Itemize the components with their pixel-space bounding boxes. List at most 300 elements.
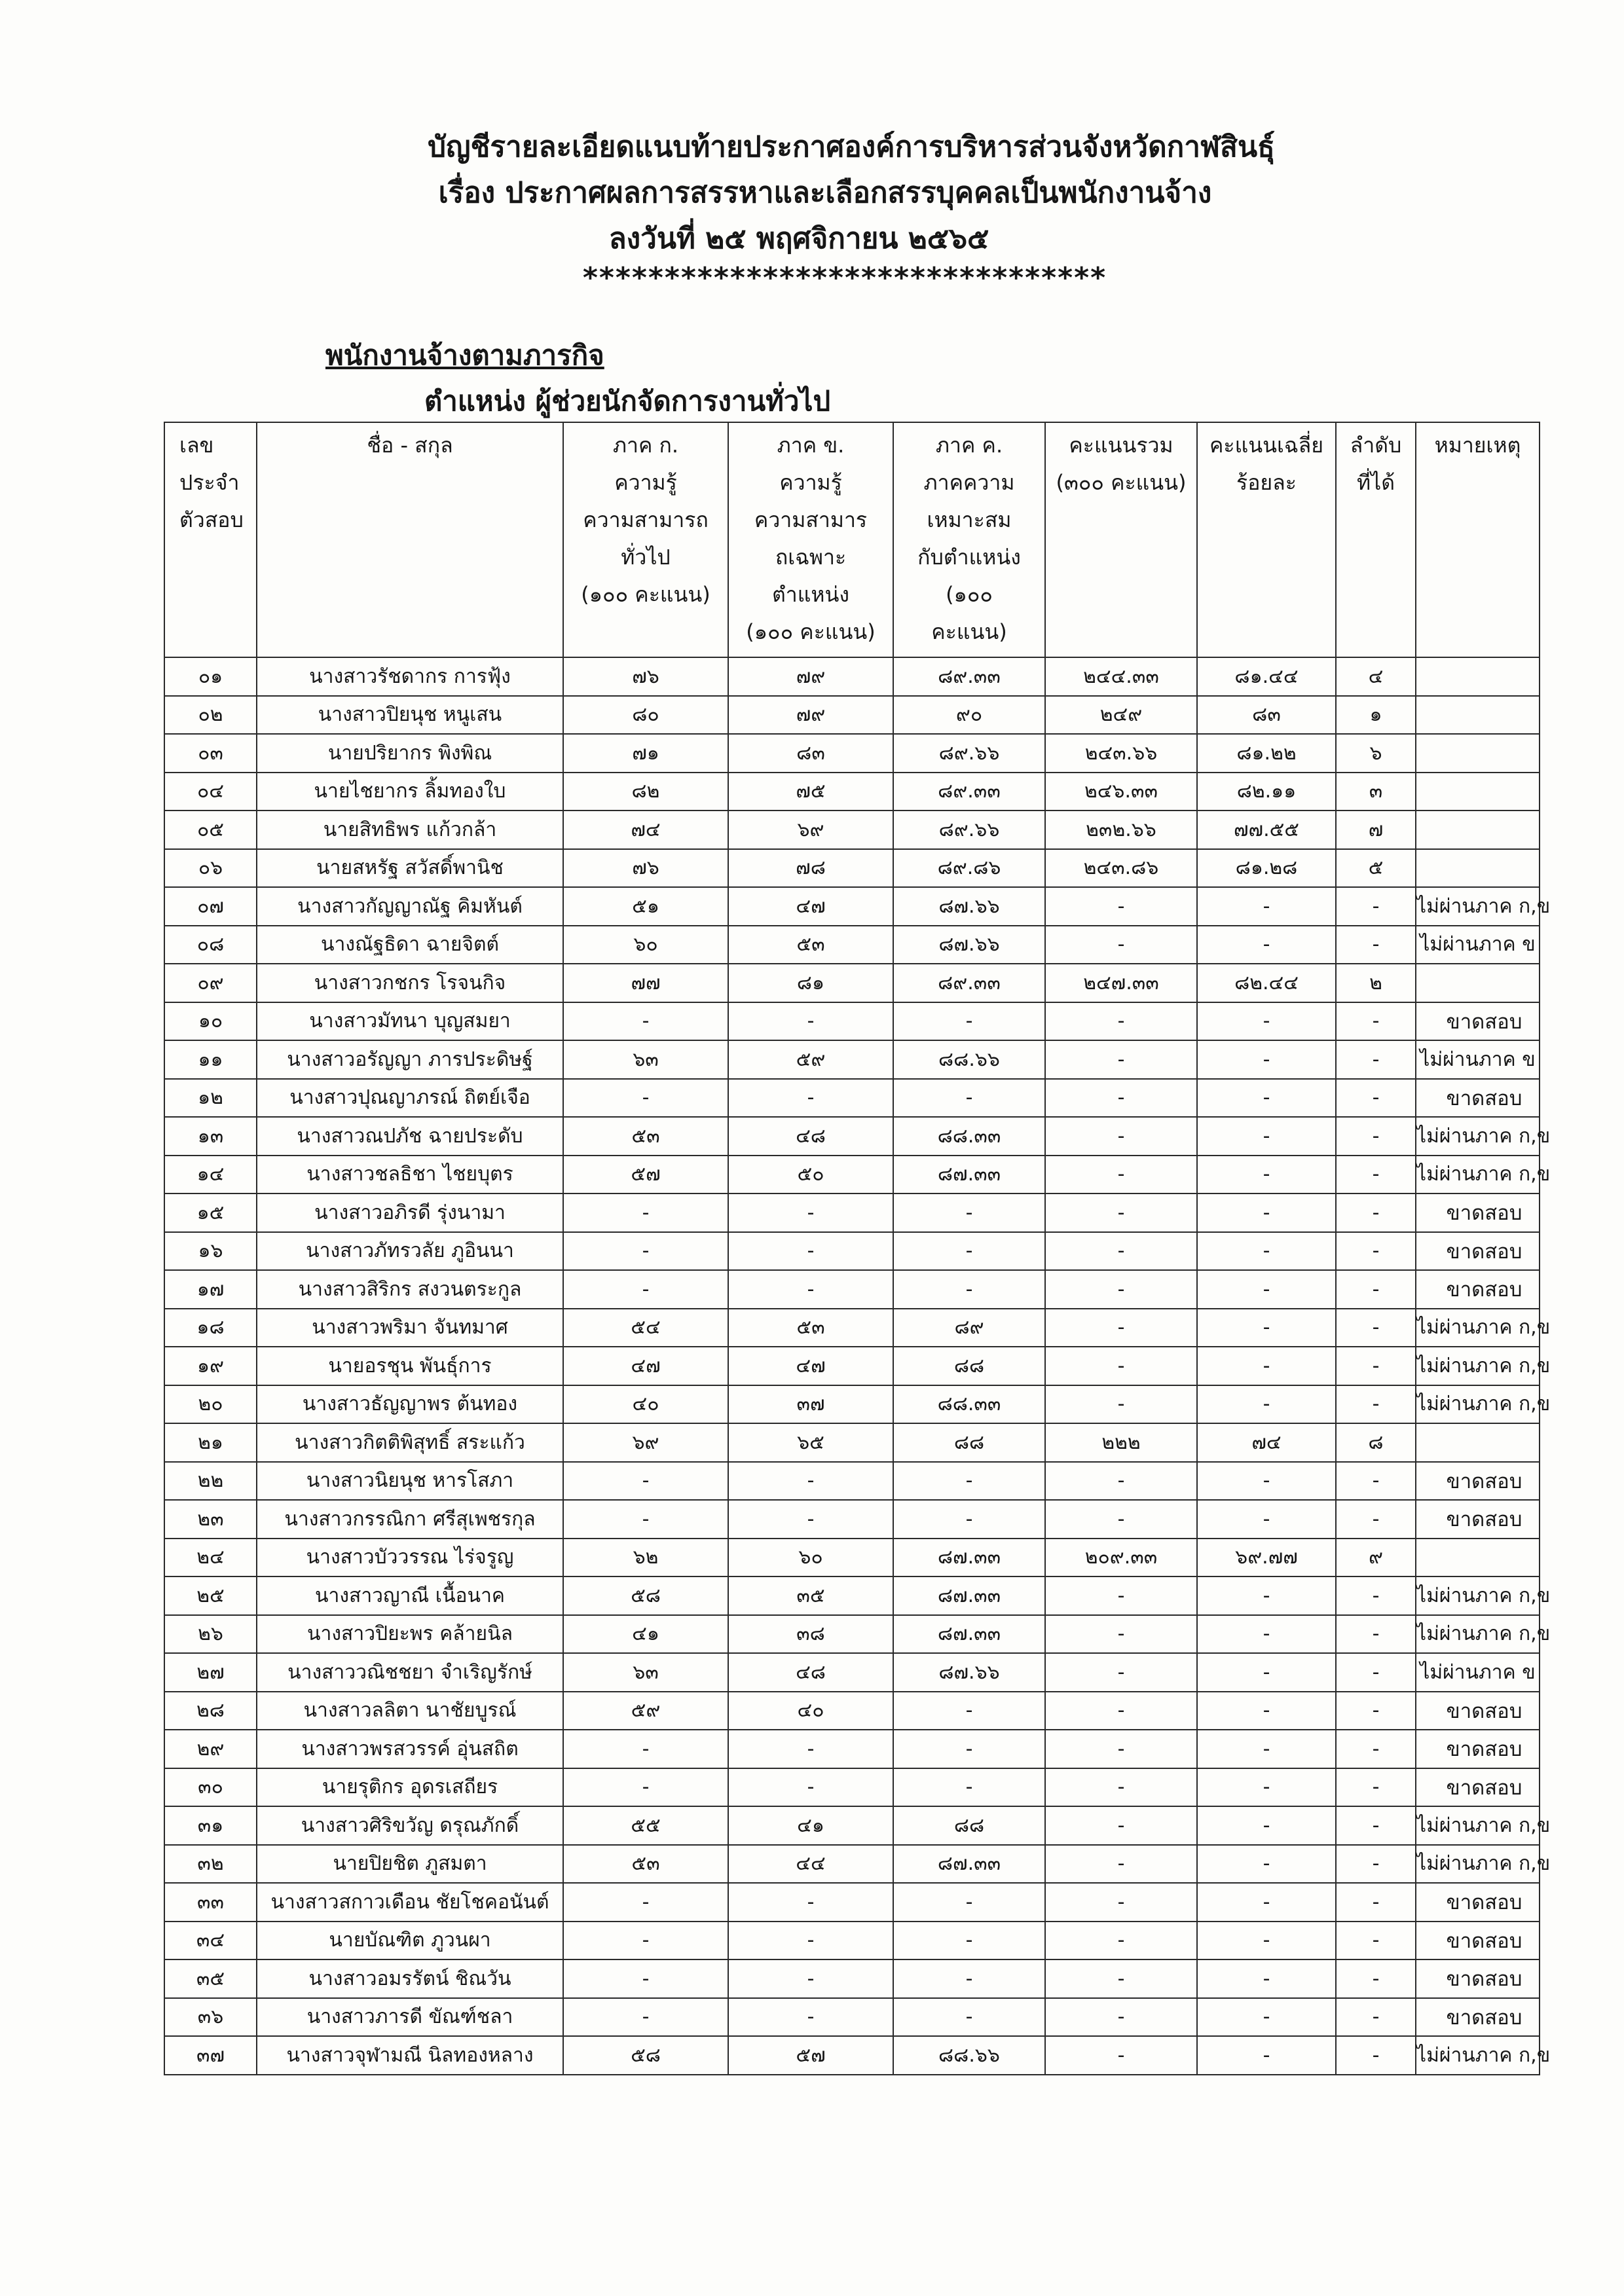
part-a-score-cell: ๔๗ <box>563 1347 728 1385</box>
total-score-cell: - <box>1045 1768 1197 1807</box>
full-name-cell: นายปริยากร พิงพิณ <box>257 734 563 773</box>
remark-cell: ขาดสอบ <box>1416 1079 1540 1118</box>
position-title: ตำแหน่ง ผู้ช่วยนักจัดการงานทั่วไป <box>424 385 831 417</box>
part-a-score-cell: - <box>563 1194 728 1232</box>
exam-number-cell: ๐๖ <box>164 849 257 888</box>
rank-cell: - <box>1336 1959 1416 1998</box>
full-name-cell: นางสาวกิตติพิสุทธิ์ สระแก้ว <box>257 1423 563 1462</box>
average-percent-cell: - <box>1197 1922 1336 1960</box>
total-score-cell: - <box>1045 1002 1197 1041</box>
part-b-score-cell: ๘๑ <box>728 964 893 1002</box>
part-b-score-cell: ๖๐ <box>728 1539 893 1577</box>
total-score-cell: - <box>1045 1270 1197 1309</box>
part-c-score-cell: ๘๗.๓๓ <box>893 1539 1045 1577</box>
full-name-cell: นางณัฐธิดา ฉายจิตต์ <box>257 926 563 964</box>
table-row <box>164 1653 1540 1692</box>
full-name-cell: นางสาวปิยะพร คล้ายนิล <box>257 1615 563 1654</box>
exam-number-cell: ๑๗ <box>164 1270 257 1309</box>
part-b-score-cell: ๖๙ <box>728 811 893 849</box>
table-row <box>164 734 1540 773</box>
col-full-name: ชื่อ - สกุล <box>257 422 563 657</box>
part-a-score-cell: ๗๔ <box>563 811 728 849</box>
full-name-cell: นางสาวกัญญาณัฐ คิมหันต์ <box>257 887 563 926</box>
remark-cell: ขาดสอบ <box>1416 1922 1540 1960</box>
rank-cell: - <box>1336 1309 1416 1347</box>
remark-cell: ไม่ผ่านภาค ก,ข <box>1416 1117 1540 1156</box>
part-c-score-cell: - <box>893 1232 1045 1271</box>
part-c-score-cell: ๘๘.๖๖ <box>893 2036 1045 2075</box>
part-a-score-cell: - <box>563 1270 728 1309</box>
full-name-cell: นางสาวพรสวรรค์ อุ่นสถิต <box>257 1730 563 1768</box>
part-b-score-cell: ๕๓ <box>728 926 893 964</box>
exam-number-cell: ๐๔ <box>164 773 257 811</box>
average-percent-cell: ๘๓ <box>1197 696 1336 735</box>
remark-cell: ไม่ผ่านภาค ก,ข <box>1416 1615 1540 1654</box>
part-a-score-cell: ๔๐ <box>563 1385 728 1424</box>
part-a-score-cell: - <box>563 1959 728 1998</box>
full-name-cell: นางสาวสกาวเดือน ชัยโชคอนันต์ <box>257 1883 563 1922</box>
exam-number-cell: ๓๑ <box>164 1806 257 1845</box>
average-percent-cell: - <box>1197 1845 1336 1884</box>
full-name-cell: นางสาวอมรรัตน์ ชิณวัน <box>257 1959 563 1998</box>
table-row <box>164 1883 1540 1922</box>
part-c-score-cell: ๘๙.๖๖ <box>893 734 1045 773</box>
table-row <box>164 2036 1540 2075</box>
part-b-score-cell: ๔๘ <box>728 1117 893 1156</box>
total-score-cell: - <box>1045 1692 1197 1730</box>
average-percent-cell: - <box>1197 1692 1336 1730</box>
part-c-score-cell: ๘๘ <box>893 1806 1045 1845</box>
total-score-cell: - <box>1045 1079 1197 1118</box>
average-percent-cell: - <box>1197 1768 1336 1807</box>
average-percent-cell: - <box>1197 1309 1336 1347</box>
rank-cell: ๑ <box>1336 696 1416 735</box>
rank-cell: ๘ <box>1336 1423 1416 1462</box>
part-a-score-cell: - <box>563 1232 728 1271</box>
remark-cell: ขาดสอบ <box>1416 1462 1540 1501</box>
announcement-title: บัญชีรายละเอียดแนบท้ายประกาศองค์การบริหารส่วนจังหวัดกาฬสินธุ์ <box>428 130 1275 164</box>
rank-cell: ๒ <box>1336 964 1416 1002</box>
rank-cell: ๔ <box>1336 657 1416 696</box>
col-exam-number: เลข ประจำ ตัวสอบ <box>164 422 257 657</box>
part-a-score-cell: ๖๒ <box>563 1539 728 1577</box>
total-score-cell: - <box>1045 1232 1197 1271</box>
part-b-score-cell: ๓๗ <box>728 1385 893 1424</box>
average-percent-cell: - <box>1197 1079 1336 1118</box>
part-b-score-cell: ๕๙ <box>728 1040 893 1079</box>
table-row <box>164 1500 1540 1539</box>
part-c-score-cell: - <box>893 1998 1045 2037</box>
rank-cell: - <box>1336 1040 1416 1079</box>
total-score-cell: - <box>1045 1156 1197 1194</box>
part-a-score-cell: - <box>563 1768 728 1807</box>
part-b-score-cell: - <box>728 1922 893 1960</box>
part-c-score-cell: ๘๗.๖๖ <box>893 1653 1045 1692</box>
part-c-score-cell: ๘๙.๓๓ <box>893 773 1045 811</box>
table-row <box>164 1692 1540 1730</box>
total-score-cell: - <box>1045 1922 1197 1960</box>
table-row <box>164 1806 1540 1845</box>
full-name-cell: นางสาวญาณี เนื้อนาค <box>257 1576 563 1615</box>
part-a-score-cell: - <box>563 1922 728 1960</box>
average-percent-cell: - <box>1197 887 1336 926</box>
section-title: พนักงานจ้างตามภารกิจ <box>325 339 604 371</box>
average-percent-cell: - <box>1197 1730 1336 1768</box>
remark-cell: ไม่ผ่านภาค ก,ข <box>1416 887 1540 926</box>
part-b-score-cell: ๔๗ <box>728 887 893 926</box>
average-percent-cell: - <box>1197 2036 1336 2075</box>
total-score-cell: - <box>1045 1959 1197 1998</box>
exam-number-cell: ๓๖ <box>164 1998 257 2037</box>
rank-cell: - <box>1336 1883 1416 1922</box>
exam-number-cell: ๒๘ <box>164 1692 257 1730</box>
remark-cell: ขาดสอบ <box>1416 1730 1540 1768</box>
average-percent-cell: - <box>1197 1959 1336 1998</box>
rank-cell: ๖ <box>1336 734 1416 773</box>
part-b-score-cell: ๕๐ <box>728 1156 893 1194</box>
remark-cell: ขาดสอบ <box>1416 1232 1540 1271</box>
total-score-cell: - <box>1045 1845 1197 1884</box>
exam-number-cell: ๐๙ <box>164 964 257 1002</box>
average-percent-cell: - <box>1197 926 1336 964</box>
full-name-cell: นางสาวภารดี ขัณฑ์ชลา <box>257 1998 563 2037</box>
part-b-score-cell: ๕๓ <box>728 1309 893 1347</box>
part-c-score-cell: ๘๙.๓๓ <box>893 964 1045 1002</box>
exam-number-cell: ๑๑ <box>164 1040 257 1079</box>
rank-cell: ๗ <box>1336 811 1416 849</box>
average-percent-cell: ๘๒.๑๑ <box>1197 773 1336 811</box>
exam-number-cell: ๑๙ <box>164 1347 257 1385</box>
remark-cell <box>1416 657 1540 696</box>
full-name-cell: นายสิทธิพร แก้วกล้า <box>257 811 563 849</box>
average-percent-cell: - <box>1197 1232 1336 1271</box>
rank-cell: - <box>1336 1232 1416 1271</box>
full-name-cell: นายปิยชิต ภูสมตา <box>257 1845 563 1884</box>
part-b-score-cell: ๗๘ <box>728 849 893 888</box>
part-b-score-cell: ๘๓ <box>728 734 893 773</box>
rank-cell: ๙ <box>1336 1539 1416 1577</box>
remark-cell: ขาดสอบ <box>1416 1692 1540 1730</box>
exam-number-cell: ๒๙ <box>164 1730 257 1768</box>
table-row <box>164 1156 1540 1194</box>
exam-number-cell: ๑๓ <box>164 1117 257 1156</box>
total-score-cell: - <box>1045 1883 1197 1922</box>
average-percent-cell: - <box>1197 1156 1336 1194</box>
part-b-score-cell: ๖๕ <box>728 1423 893 1462</box>
document-header <box>0 124 1624 295</box>
exam-number-cell: ๐๘ <box>164 926 257 964</box>
average-percent-cell: ๗๗.๕๕ <box>1197 811 1336 849</box>
part-a-score-cell: - <box>563 1730 728 1768</box>
table-row <box>164 887 1540 926</box>
exam-number-cell: ๐๓ <box>164 734 257 773</box>
exam-number-cell: ๑๐ <box>164 1002 257 1041</box>
full-name-cell: นางสาววณิชชยา จำเริญรักษ์ <box>257 1653 563 1692</box>
part-a-score-cell: - <box>563 1462 728 1501</box>
average-percent-cell: - <box>1197 1998 1336 2037</box>
remark-cell: ขาดสอบ <box>1416 1998 1540 2037</box>
part-a-score-cell: ๕๑ <box>563 887 728 926</box>
part-c-score-cell: ๘๗.๓๓ <box>893 1845 1045 1884</box>
table-row <box>164 773 1540 811</box>
total-score-cell: - <box>1045 1117 1197 1156</box>
exam-number-cell: ๐๒ <box>164 696 257 735</box>
average-percent-cell: - <box>1197 1576 1336 1615</box>
table-row <box>164 1040 1540 1079</box>
rank-cell: - <box>1336 1653 1416 1692</box>
part-a-score-cell: ๗๑ <box>563 734 728 773</box>
table-row <box>164 1539 1540 1577</box>
rank-cell: - <box>1336 1194 1416 1232</box>
remark-cell: ไม่ผ่านภาค ก,ข <box>1416 2036 1540 2075</box>
part-a-score-cell: ๕๙ <box>563 1692 728 1730</box>
header-row <box>164 422 1540 657</box>
full-name-cell: นางสาวบัววรรณ ไร่จรูญ <box>257 1539 563 1577</box>
average-percent-cell: ๗๔ <box>1197 1423 1336 1462</box>
average-percent-cell: - <box>1197 1270 1336 1309</box>
rank-cell: ๕ <box>1336 849 1416 888</box>
col-part-c: ภาค ค. ภาคความ เหมาะสม กับตำแหน่ง (๑๐๐ คะแนน) <box>893 422 1045 657</box>
part-a-score-cell: ๖๙ <box>563 1423 728 1462</box>
full-name-cell: นางสาวภัทรวลัย ภูอินนา <box>257 1232 563 1271</box>
full-name-cell: นางสาวกรรณิกา ศรีสุเพชรกุล <box>257 1500 563 1539</box>
rank-cell: - <box>1336 1615 1416 1654</box>
table-row <box>164 1922 1540 1960</box>
part-b-score-cell: ๔๔ <box>728 1845 893 1884</box>
remark-cell: ไม่ผ่านภาค ก,ข <box>1416 1845 1540 1884</box>
part-c-score-cell: ๘๙.๖๖ <box>893 811 1045 849</box>
average-percent-cell: - <box>1197 1385 1336 1424</box>
remark-cell: ไม่ผ่านภาค ก,ข <box>1416 1156 1540 1194</box>
part-a-score-cell: - <box>563 1883 728 1922</box>
rank-cell: - <box>1336 1845 1416 1884</box>
rank-cell: - <box>1336 1500 1416 1539</box>
part-b-score-cell: ๔๐ <box>728 1692 893 1730</box>
table-header <box>164 422 1540 657</box>
total-score-cell: - <box>1045 1653 1197 1692</box>
table-row <box>164 849 1540 888</box>
rank-cell: - <box>1336 887 1416 926</box>
col-part-a: ภาค ก. ความรู้ ความสามารถ ทั่วไป (๑๐๐ คะแนน) <box>563 422 728 657</box>
table-row <box>164 1768 1540 1807</box>
average-percent-cell: ๘๑.๔๔ <box>1197 657 1336 696</box>
table-row <box>164 1576 1540 1615</box>
table-row <box>164 1615 1540 1654</box>
remark-cell <box>1416 964 1540 1002</box>
rank-cell: - <box>1336 1730 1416 1768</box>
total-score-cell: - <box>1045 1194 1197 1232</box>
average-percent-cell: - <box>1197 1040 1336 1079</box>
table-row <box>164 1117 1540 1156</box>
part-b-score-cell: - <box>728 1002 893 1041</box>
exam-number-cell: ๑๖ <box>164 1232 257 1271</box>
part-c-score-cell: ๘๘.๓๓ <box>893 1117 1045 1156</box>
exam-number-cell: ๑๔ <box>164 1156 257 1194</box>
total-score-cell: ๒๔๗.๓๓ <box>1045 964 1197 1002</box>
table-row <box>164 1730 1540 1768</box>
table-row <box>164 1002 1540 1041</box>
part-a-score-cell: ๕๘ <box>563 1576 728 1615</box>
part-a-score-cell: - <box>563 1998 728 2037</box>
rank-cell: - <box>1336 1270 1416 1309</box>
part-a-score-cell: - <box>563 1079 728 1118</box>
header-separator: ******************************** <box>582 261 1107 295</box>
table-row <box>164 1347 1540 1385</box>
total-score-cell: ๒๒๒ <box>1045 1423 1197 1462</box>
table-row <box>164 1998 1540 2037</box>
part-b-score-cell: - <box>728 1998 893 2037</box>
rank-cell: - <box>1336 1117 1416 1156</box>
rank-cell: - <box>1336 1002 1416 1041</box>
part-c-score-cell: - <box>893 1883 1045 1922</box>
part-a-score-cell: ๖๐ <box>563 926 728 964</box>
total-score-cell: - <box>1045 1309 1197 1347</box>
part-b-score-cell: - <box>728 1500 893 1539</box>
part-c-score-cell: ๙๐ <box>893 696 1045 735</box>
table-row <box>164 964 1540 1002</box>
part-a-score-cell: ๕๘ <box>563 2036 728 2075</box>
average-percent-cell: ๘๑.๒๒ <box>1197 734 1336 773</box>
full-name-cell: นางสาวนิยนุช หารโสภา <box>257 1462 563 1501</box>
total-score-cell: ๒๔๙ <box>1045 696 1197 735</box>
full-name-cell: นายบัณฑิต ภูวนผา <box>257 1922 563 1960</box>
average-percent-cell: ๘๑.๒๘ <box>1197 849 1336 888</box>
table-row <box>164 1462 1540 1501</box>
col-remark: หมายเหตุ <box>1416 422 1540 657</box>
part-c-score-cell: ๘๙.๘๖ <box>893 849 1045 888</box>
exam-number-cell: ๐๕ <box>164 811 257 849</box>
full-name-cell: นางสาวปุณญาภรณ์ ถิตย์เจือ <box>257 1079 563 1118</box>
part-c-score-cell: - <box>893 1079 1045 1118</box>
part-b-score-cell: - <box>728 1194 893 1232</box>
exam-number-cell: ๓๔ <box>164 1922 257 1960</box>
remark-cell <box>1416 849 1540 888</box>
part-a-score-cell: ๗๗ <box>563 964 728 1002</box>
remark-cell: ไม่ผ่านภาค ข <box>1416 1653 1540 1692</box>
total-score-cell: - <box>1045 1806 1197 1845</box>
exam-number-cell: ๓๕ <box>164 1959 257 1998</box>
part-a-score-cell: ๖๓ <box>563 1040 728 1079</box>
remark-cell: ขาดสอบ <box>1416 1194 1540 1232</box>
part-c-score-cell: ๘๘.๖๖ <box>893 1040 1045 1079</box>
remark-cell <box>1416 811 1540 849</box>
total-score-cell: - <box>1045 1730 1197 1768</box>
rank-cell: - <box>1336 1922 1416 1960</box>
rank-cell: - <box>1336 2036 1416 2075</box>
table-row <box>164 696 1540 735</box>
average-percent-cell: - <box>1197 1002 1336 1041</box>
part-c-score-cell: - <box>893 1002 1045 1041</box>
part-c-score-cell: ๘๗.๓๓ <box>893 1576 1045 1615</box>
rank-cell: - <box>1336 1768 1416 1807</box>
part-c-score-cell: ๘๗.๖๖ <box>893 887 1045 926</box>
rank-cell: - <box>1336 926 1416 964</box>
part-b-score-cell: ๔๘ <box>728 1653 893 1692</box>
average-percent-cell: ๘๒.๔๔ <box>1197 964 1336 1002</box>
exam-number-cell: ๒๐ <box>164 1385 257 1424</box>
part-c-score-cell: ๘๘ <box>893 1347 1045 1385</box>
table-row <box>164 1423 1540 1462</box>
part-c-score-cell: ๘๙.๓๓ <box>893 657 1045 696</box>
part-b-score-cell: ๔๗ <box>728 1347 893 1385</box>
part-b-score-cell: ๕๗ <box>728 2036 893 2075</box>
exam-number-cell: ๒๓ <box>164 1500 257 1539</box>
part-c-score-cell: - <box>893 1500 1045 1539</box>
exam-number-cell: ๓๗ <box>164 2036 257 2075</box>
table-row <box>164 1270 1540 1309</box>
part-b-score-cell: ๗๕ <box>728 773 893 811</box>
average-percent-cell: - <box>1197 1194 1336 1232</box>
part-c-score-cell: - <box>893 1922 1045 1960</box>
remark-cell: ไม่ผ่านภาค ข <box>1416 926 1540 964</box>
total-score-cell: - <box>1045 1040 1197 1079</box>
table-row <box>164 926 1540 964</box>
part-a-score-cell: ๕๗ <box>563 1156 728 1194</box>
full-name-cell: นางสาวจุฬามณี นิลทองหลาง <box>257 2036 563 2075</box>
total-score-cell: - <box>1045 1385 1197 1424</box>
total-score-cell: - <box>1045 1576 1197 1615</box>
full-name-cell: นางสาวกชกร โรจนกิจ <box>257 964 563 1002</box>
remark-cell <box>1416 734 1540 773</box>
exam-number-cell: ๒๔ <box>164 1539 257 1577</box>
part-b-score-cell: ๗๙ <box>728 657 893 696</box>
part-c-score-cell: - <box>893 1768 1045 1807</box>
col-part-b: ภาค ข. ความรู้ ความสามาร ถเฉพาะ ตำแหน่ง (๑๐๐ คะแนน) <box>728 422 893 657</box>
part-c-score-cell: - <box>893 1730 1045 1768</box>
col-total-score: คะแนนรวม (๓๐๐ คะแนน) <box>1045 422 1197 657</box>
part-a-score-cell: ๖๓ <box>563 1653 728 1692</box>
full-name-cell: นางสาวรัชดากร การฟุ้ง <box>257 657 563 696</box>
table-row <box>164 1194 1540 1232</box>
exam-number-cell: ๒๕ <box>164 1576 257 1615</box>
announcement-date: ลงวันที่ ๒๕ พฤศจิกายน ๒๕๖๕ <box>608 222 989 255</box>
part-a-score-cell: ๕๔ <box>563 1309 728 1347</box>
full-name-cell: นายไชยากร ลิ้มทองใบ <box>257 773 563 811</box>
part-b-score-cell: ๓๕ <box>728 1576 893 1615</box>
exam-number-cell: ๐๑ <box>164 657 257 696</box>
full-name-cell: นางสาวธัญญาพร ต้นทอง <box>257 1385 563 1424</box>
average-percent-cell: - <box>1197 1615 1336 1654</box>
total-score-cell: ๒๔๖.๓๓ <box>1045 773 1197 811</box>
table-row <box>164 1959 1540 1998</box>
total-score-cell: - <box>1045 1500 1197 1539</box>
remark-cell: ไม่ผ่านภาค ก,ข <box>1416 1347 1540 1385</box>
table-row <box>164 657 1540 696</box>
part-b-score-cell: - <box>728 1079 893 1118</box>
full-name-cell: นางสาวปิยนุช หนูเสน <box>257 696 563 735</box>
part-c-score-cell: - <box>893 1270 1045 1309</box>
score-table <box>164 422 1551 2075</box>
full-name-cell: นายรุติกร อุดรเสถียร <box>257 1768 563 1807</box>
exam-number-cell: ๓๒ <box>164 1845 257 1884</box>
rank-cell: - <box>1336 1692 1416 1730</box>
remark-cell: ขาดสอบ <box>1416 1270 1540 1309</box>
part-a-score-cell: ๘๒ <box>563 773 728 811</box>
part-c-score-cell: ๘๘ <box>893 1423 1045 1462</box>
total-score-cell: ๒๓๒.๖๖ <box>1045 811 1197 849</box>
part-a-score-cell: - <box>563 1500 728 1539</box>
part-b-score-cell: - <box>728 1959 893 1998</box>
remark-cell: ขาดสอบ <box>1416 1500 1540 1539</box>
rank-cell: - <box>1336 1462 1416 1501</box>
part-b-score-cell: - <box>728 1730 893 1768</box>
remark-cell <box>1416 1539 1540 1577</box>
exam-number-cell: ๒๖ <box>164 1615 257 1654</box>
remark-cell <box>1416 696 1540 735</box>
table-row <box>164 1232 1540 1271</box>
full-name-cell: นางสาวพริมา จันทมาศ <box>257 1309 563 1347</box>
remark-cell: ขาดสอบ <box>1416 1768 1540 1807</box>
